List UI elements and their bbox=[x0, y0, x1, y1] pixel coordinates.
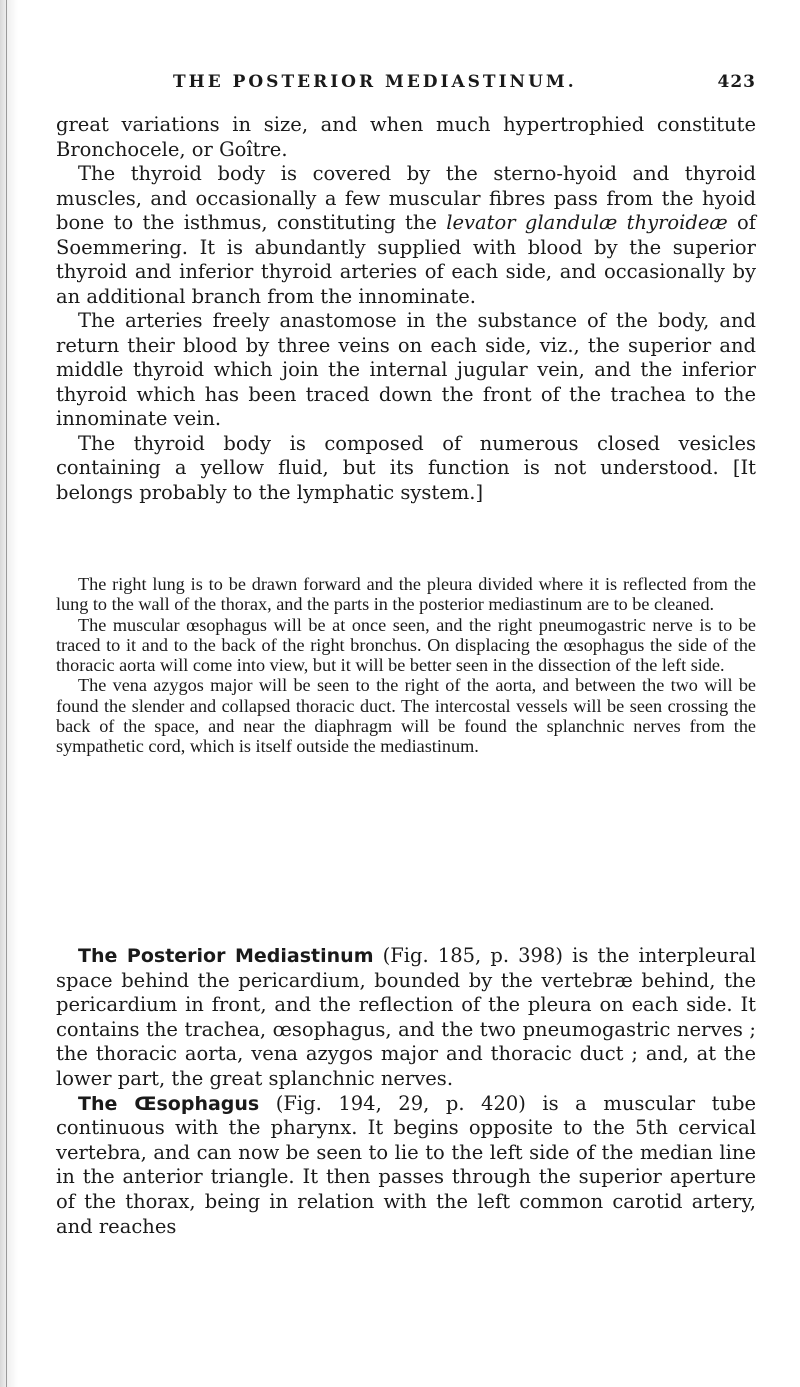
levator-term: levator glandulæ thyroideæ bbox=[446, 211, 728, 234]
heading-oesophagus: The Œsophagus bbox=[78, 1092, 260, 1115]
running-head bbox=[56, 72, 756, 96]
paragraph-thyroid-veins: The arteries freely anastomose in the substance of the body, and return their blood by three veins on each side, viz., the superior and middle thyroid which join the internal jugular vein, and the inferior thyroid which has been traced down the front of the trachea to the innominate vein. bbox=[56, 309, 756, 430]
paragraph-oesophagus bbox=[56, 1092, 756, 1240]
heading-posterior-mediastinum: The Posterior Mediastinum bbox=[78, 945, 374, 967]
dissection-instructions bbox=[56, 574, 756, 757]
paragraph-thyroid-covering-start: The thyroid body is covered by the sterno-hyoid and thyroid muscles, and occasionally a few muscular fibres pass from the hyoid bone to the isthmus, constituting the bbox=[56, 162, 756, 234]
posterior-mediastinum-text: (Fig. 185, p. 398) is the interpleural space behind the pericardium, bounded by the vertebræ behind, the pericardium in front, and the reflection of the pleura on each side. It contains the trachea, œsophagus, and the two pneumogastric nerves ; the thoracic aorta, vena azygos major and thoracic duct ; and, at the lower part, the great splanchnic nerves. bbox=[56, 944, 756, 1090]
paragraph-posterior-mediastinum bbox=[56, 944, 756, 1092]
page-edge-shadow bbox=[0, 0, 18, 1387]
running-head-title: THE POSTERIOR MEDIASTINUM. bbox=[173, 72, 577, 92]
paragraph-bronchocele: great variations in size, and when much hypertrophied constitute Bronchocele, or Goître. bbox=[56, 113, 756, 161]
page-number: 423 bbox=[717, 72, 756, 92]
oesophagus-text: (Fig. 194, 29, p. 420) is a muscular tube continuous with the pharynx. It begins opposite to the 5th cervical vertebra, and can now be seen to lie to the left side of the median line in the anterior triangle. It then passes through the superior aperture of the thorax, being in relation with the left common carotid artery, and reaches bbox=[56, 1091, 756, 1238]
body-text-block-2 bbox=[56, 944, 756, 1239]
paragraph-thyroid-covering bbox=[56, 162, 756, 309]
instruction-right-lung: The right lung is to be drawn forward and the pleura divided where it is reflected from the lung to the wall of the thorax, and the parts in the posterior mediastinum are to be cleaned. bbox=[56, 574, 756, 615]
paragraph-thyroid-structure: The thyroid body is composed of numerous closed vesicles containing a yellow fluid, but its function is not understood. [It belongs probably to the lymphatic system.] bbox=[56, 431, 756, 504]
body-text-block bbox=[56, 113, 756, 505]
paragraph-thyroid-covering-end: of Soemmering. It is abundantly supplied with blood by the superior thyroid and inferior thyroid arteries of each side, and occasionally by an additional branch from the innominate. bbox=[56, 211, 756, 308]
instruction-oesophagus: The muscular œsophagus will be at once seen, and the right pneumogastric nerve is to be traced to it and to the back of the right bronchus. On displacing the œsophagus the side of the thoracic aorta will come into view, but it will be better seen in the dissection of the left side. bbox=[56, 614, 756, 676]
instruction-vena-azygos: The vena azygos major will be seen to the right of the aorta, and between the two will be found the slender and collapsed thoracic duct. The intercostal vessels will be seen crossing the back of the space, and near the diaphragm will be found the splanchnic nerves from the sympathetic cord, which is itself outside the mediastinum. bbox=[56, 675, 756, 757]
page-edge-line bbox=[6, 0, 7, 1387]
